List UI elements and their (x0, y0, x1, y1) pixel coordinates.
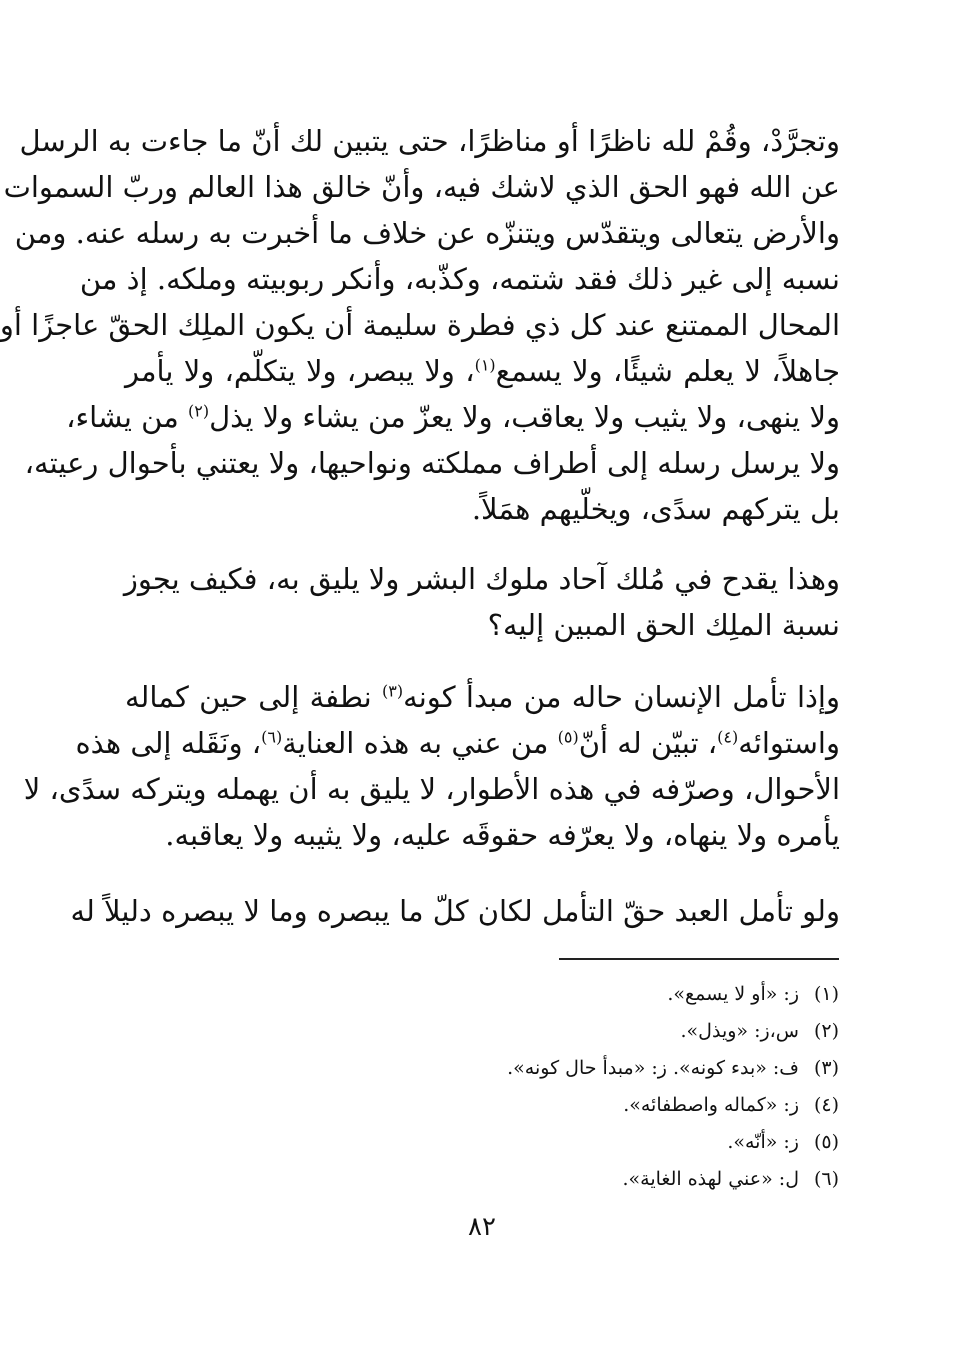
text-line: ولو تأمل العبد حقّ التأمل لكان كلّ ما يبصره وما لا يبصره دليلاً له (70, 894, 840, 928)
footnote-text: ز: «أو لا يسمع». (667, 983, 799, 1005)
main-text (0, 118, 840, 934)
text-segment: جاهلاً، لا يعلم شيئًا، ولا يسمع (495, 354, 840, 388)
text-line: وتجرَّدْ، وقُمْ لله ناظرًا أو مناظرًا، حتى يتبين لك أنّ ما جاءت به الرسل (19, 124, 840, 158)
paragraph-3 (23, 674, 840, 858)
footnote-text: ز: «أنّه». (727, 1131, 799, 1153)
text-segment: نطفة إلى حين كماله (125, 680, 383, 714)
footnote-number: (٣) (813, 1057, 839, 1079)
text-segment: وإذا تأمل الإنسان حاله من مبدأ كونه (403, 680, 840, 714)
text-line: ولا يرسل رسله إلى أطراف مملكته ونواحيها، ولا يعتني بأحوال رعيته، (24, 446, 840, 480)
footnote-item (124, 1013, 839, 1050)
footnote-marker-4[interactable]: (٤) (717, 727, 739, 747)
text-line: الأحوال، وصرّفه في هذه الأطوار، لا يليق به أن يهمله ويتركه سدًى، لا (23, 772, 840, 806)
footnote-text: ل: «عني لهذه الغاية». (622, 1168, 799, 1190)
paragraph-2 (125, 556, 840, 648)
text-line: والأرض يتعالى ويتقدّس ويتنزّه عن خلاف ما أخبرت به رسله عنه. ومن (14, 216, 840, 250)
footnote-text: ز: «كماله واصطفائه». (623, 1094, 799, 1116)
footnotes-section (124, 958, 839, 1198)
paragraph-4 (70, 888, 840, 934)
text-segment: ، ونَقَله إلى هذه (75, 726, 262, 760)
text-segment: من يشاء، (66, 400, 188, 434)
text-segment: ولا ينهى، ولا يثيب ولا يعاقب، ولا يعزّ من يشاء ولا يذل (209, 400, 840, 434)
footnote-marker-3[interactable]: (٣) (382, 681, 404, 701)
footnote-number: (١) (813, 983, 839, 1005)
text-line-with-footnote (66, 394, 840, 440)
text-line: نسبه إلى غير ذلك فقد شتمه، وكذّبه، وأنكر ربوبيته وملكه. إذ من (79, 262, 840, 296)
footnote-marker-1[interactable]: (١) (474, 355, 496, 375)
text-line: نسبة الملِك الحق المبين إليه؟ (487, 608, 840, 642)
footnote-item (124, 1124, 839, 1161)
footnote-text: ف: «بدء كونه». ز: «مبدأ حال كونه». (507, 1057, 799, 1079)
footnote-marker-6[interactable]: (٦) (261, 727, 283, 747)
text-line: وهذا يقدح في مُلك آحاد ملوك البشر ولا يليق به، فكيف يجوز (123, 562, 840, 596)
footnote-marker-5[interactable]: (٥) (557, 727, 579, 747)
text-line: يأمره ولا ينهاه، ولا يعرّفه حقوقَه عليه، ولا يثيبه ولا يعاقبه. (165, 818, 840, 852)
footnote-number: (٦) (813, 1168, 839, 1190)
text-line-with-footnote (75, 720, 840, 766)
footnote-marker-2[interactable]: (٢) (187, 401, 210, 421)
text-segment: واستوائه (738, 726, 840, 760)
footnote-number: (٤) (813, 1094, 839, 1116)
footnote-number: (٢) (813, 1020, 839, 1042)
text-line-with-footnote (125, 674, 840, 720)
page-number: ٨٢ (468, 1212, 496, 1242)
footnote-item (124, 1161, 839, 1198)
footnote-text: س،ز: «ويذل». (680, 1020, 799, 1042)
text-segment: ، تبيّن له أنّ (578, 726, 718, 760)
footnote-item (124, 1050, 839, 1087)
text-line: بل يتركهم سدًى، ويخلّيهم همَلاً. (471, 492, 840, 526)
text-segment: من عني به هذه العناية (282, 726, 558, 760)
paragraph-1 (0, 118, 840, 532)
text-segment: ، ولا يبصر، ولا يتكلّم، ولا يأمر (125, 354, 475, 388)
footnote-number: (٥) (813, 1131, 839, 1153)
footnote-item (124, 976, 839, 1013)
text-line-with-footnote (125, 348, 840, 394)
footnote-item (124, 1087, 839, 1124)
text-line: عن الله فهو الحق الذي لاشك فيه، وأنّ خالق هذا العالم وربّ السموات (3, 170, 840, 204)
text-line: المحال الممتنع عند كل ذي فطرة سليمة أن يكون الملِك الحقّ عاجزًا أو (0, 308, 840, 342)
footnote-separator (559, 958, 839, 960)
